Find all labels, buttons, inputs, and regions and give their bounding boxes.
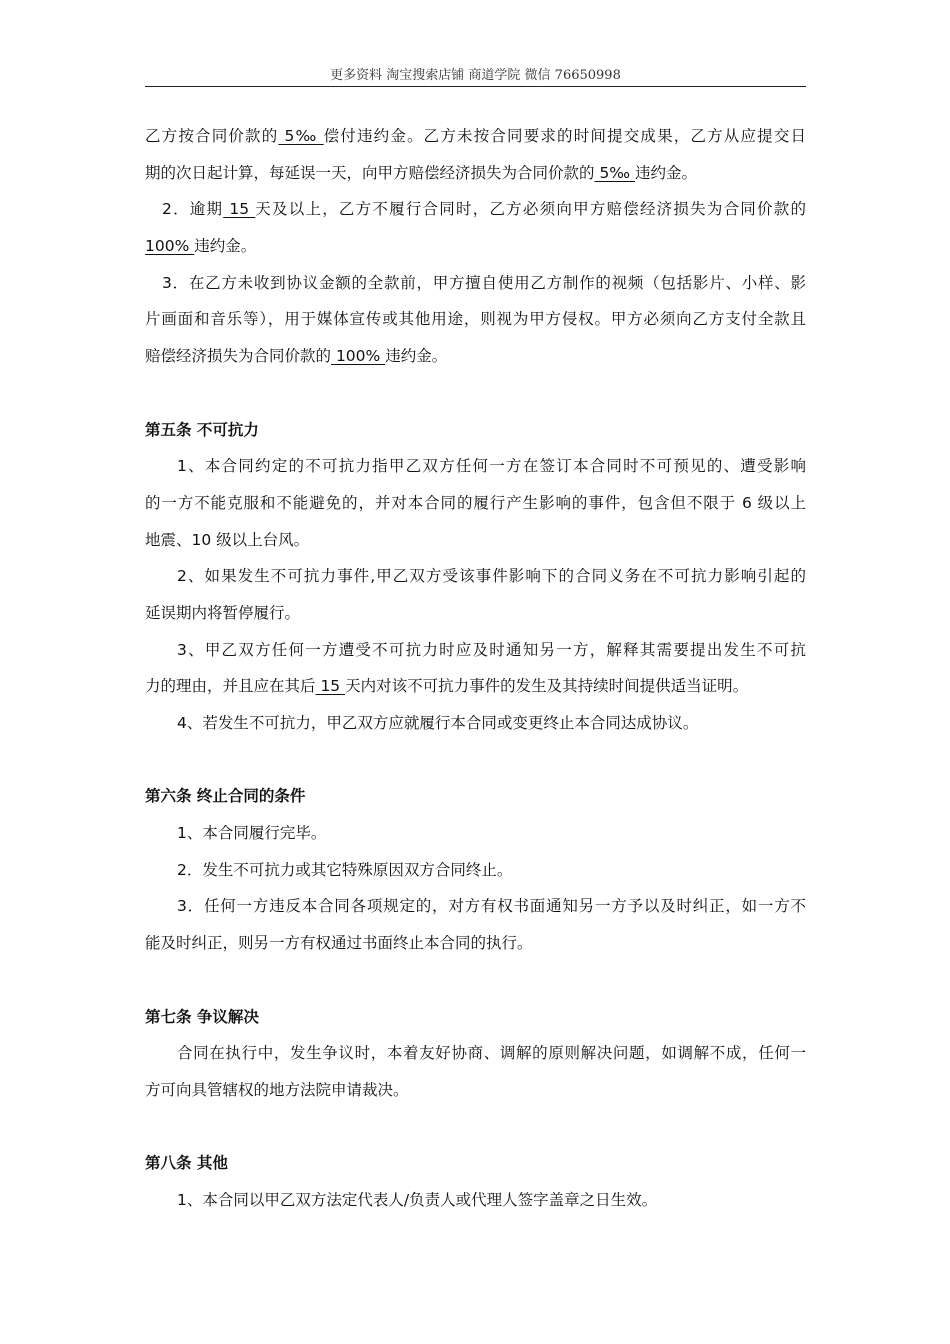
text-line xyxy=(145,191,806,228)
underlined-value: 100% xyxy=(145,237,195,256)
section-heading xyxy=(145,1145,806,1182)
text-segment: 3、甲乙双方任何一方遭受不可抗力时应及时通知另一方，解释其需要提出发生不可抗 xyxy=(177,640,806,659)
text-segment: 第八条 其他 xyxy=(145,1154,228,1173)
text-segment: 2．逾期 xyxy=(162,200,224,219)
text-line xyxy=(145,1145,806,1182)
text-segment: 赔偿经济损失为合同价款的 xyxy=(145,347,332,366)
text-line xyxy=(145,632,806,669)
paragraph xyxy=(145,558,806,631)
text-line xyxy=(145,1035,806,1072)
text-segment: 力的理由，并且应在其后 xyxy=(145,677,316,696)
text-segment: 地震、10 级以上台风。 xyxy=(145,530,310,549)
text-line xyxy=(145,485,806,522)
paragraph xyxy=(145,1182,806,1219)
text-line xyxy=(145,155,806,192)
text-line xyxy=(145,228,806,265)
text-segment: 合同在执行中，发生争议时，本着友好协商、调解的原则解决问题，如调解不成，任何一 xyxy=(177,1044,806,1063)
text-line xyxy=(145,118,806,155)
text-line xyxy=(145,1072,806,1109)
text-segment: 乙方按合同价款的 xyxy=(145,127,279,145)
text-segment: 能及时纠正，则另一方有权通过书面终止本合同的执行。 xyxy=(145,934,533,953)
section-heading xyxy=(145,778,806,815)
section-spacer xyxy=(145,962,806,999)
text-segment: 第五条 不可抗力 xyxy=(145,420,259,439)
text-line xyxy=(145,852,806,889)
underlined-value: 15 xyxy=(223,200,256,219)
text-line xyxy=(145,1182,806,1219)
text-line xyxy=(145,888,806,925)
paragraph xyxy=(145,118,806,191)
paragraph xyxy=(145,191,806,264)
text-line xyxy=(145,815,806,852)
section-heading xyxy=(145,999,806,1036)
text-segment: 天及以上，乙方不履行合同时，乙方必须向甲方赔偿经济损失为合同价款的 xyxy=(255,200,806,219)
text-segment: 4、若发生不可抗力，甲乙双方应就履行本合同或变更终止本合同达成协议。 xyxy=(177,714,699,732)
page-header-text: 更多资料 淘宝搜索店铺 商道学院 微信 76650998 xyxy=(330,68,621,83)
text-line xyxy=(145,925,806,962)
header-divider xyxy=(145,86,806,87)
underlined-value: 100% xyxy=(331,347,386,366)
text-segment: 3．任何一方违反本合同各项规定的，对方有权书面通知另一方予以及时纠正，如一方不 xyxy=(177,897,806,916)
text-line xyxy=(145,412,806,449)
section-spacer xyxy=(145,1109,806,1146)
text-segment: 延误期内将暂停履行。 xyxy=(145,603,301,622)
text-segment: 片画面和音乐等），用于媒体宣传或其他用途，则视为甲方侵权。甲方必须向乙方支付全款且 xyxy=(145,310,806,329)
text-line xyxy=(145,558,806,595)
text-line xyxy=(145,301,806,338)
document-body xyxy=(145,118,806,1219)
text-segment: 第六条 终止合同的条件 xyxy=(145,787,306,806)
text-line xyxy=(145,265,806,302)
paragraph xyxy=(145,852,806,889)
text-segment: 的一方不能克服和不能避免的，并对本合同的履行产生影响的事件，包含但不限于 6 级以上 xyxy=(145,493,806,512)
text-line xyxy=(145,999,806,1036)
underlined-value: 5‰ xyxy=(278,127,324,145)
text-line xyxy=(145,522,806,559)
text-segment: 1、本合同以甲乙双方法定代表人/负责人或代理人签字盖章之日生效。 xyxy=(177,1190,658,1209)
section-spacer xyxy=(145,375,806,412)
text-line xyxy=(145,448,806,485)
text-line xyxy=(145,338,806,375)
text-segment: 2、如果发生不可抗力事件,甲乙双方受该事件影响下的合同义务在不可抗力影响引起的 xyxy=(177,567,806,586)
paragraph xyxy=(145,815,806,852)
text-line xyxy=(145,705,806,742)
text-line xyxy=(145,668,806,705)
text-segment: 违约金。 xyxy=(385,347,448,366)
paragraph xyxy=(145,888,806,961)
section-spacer xyxy=(145,742,806,779)
text-segment: 1、本合同履行完毕。 xyxy=(177,824,327,843)
text-segment: 方可向具管辖权的地方法院申请裁决。 xyxy=(145,1080,409,1099)
underlined-value: 15 xyxy=(315,677,346,696)
paragraph xyxy=(145,265,806,375)
text-segment: 天内对该不可抗力事件的发生及其持续时间提供适当证明。 xyxy=(345,677,749,696)
text-segment: 1、本合同约定的不可抗力指甲乙双方任何一方在签订本合同时不可预见的、遭受影响 xyxy=(177,457,806,476)
text-segment: 3．在乙方未收到协议金额的全款前，甲方擅自使用乙方制作的视频（包括影片、小样、影 xyxy=(162,273,806,292)
text-segment: 期的次日起计算，每延误一天，向甲方赔偿经济损失为合同价款的 xyxy=(145,163,595,182)
underlined-value: 5‰ xyxy=(594,163,636,182)
text-line xyxy=(145,778,806,815)
text-segment: 违约金。 xyxy=(635,163,698,182)
text-segment: 2．发生不可抗力或其它特殊原因双方合同终止。 xyxy=(177,860,513,879)
paragraph xyxy=(145,1035,806,1108)
text-segment: 偿付违约金。乙方未按合同要求的时间提交成果，乙方从应提交日 xyxy=(323,127,806,145)
text-line xyxy=(145,595,806,632)
text-segment: 第七条 争议解决 xyxy=(145,1007,259,1026)
section-heading xyxy=(145,412,806,449)
paragraph xyxy=(145,705,806,742)
paragraph xyxy=(145,632,806,705)
paragraph xyxy=(145,448,806,558)
text-segment: 违约金。 xyxy=(194,237,257,256)
